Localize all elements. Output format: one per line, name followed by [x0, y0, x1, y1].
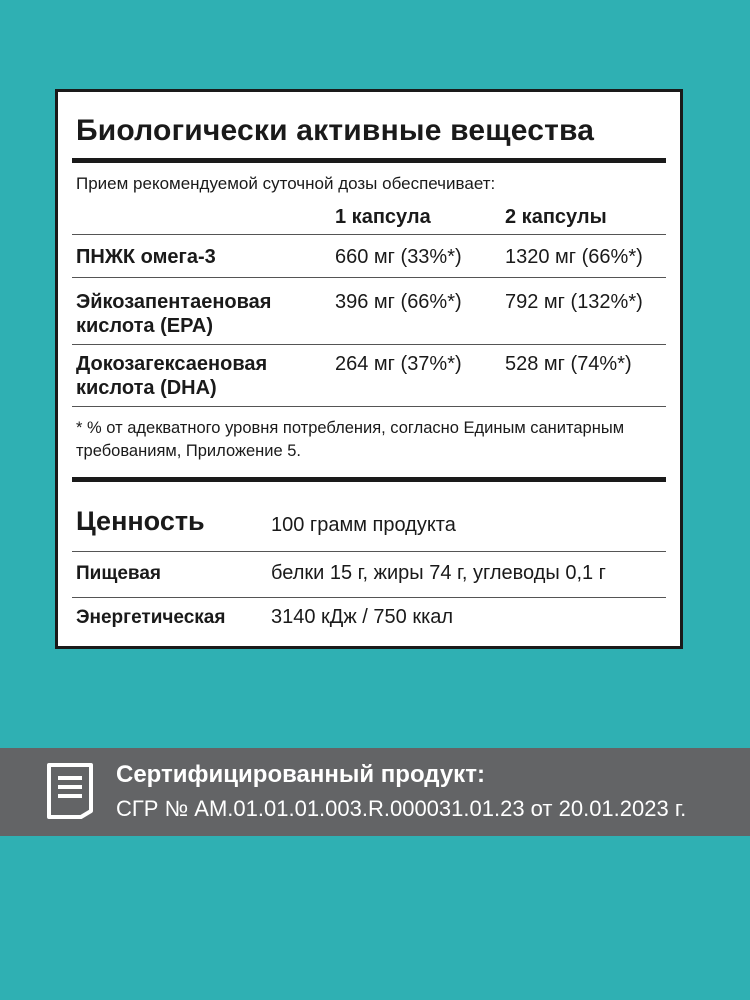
row-label-epa: Эйкозапентаеновая кислота (EPA): [76, 291, 272, 337]
panel-title: Биологически активные вещества: [76, 114, 595, 147]
footnote: * % от адекватного уровня потребления, согласно Единым санитарным требованиям, Приложение 5.: [76, 419, 625, 460]
row-divider: [72, 344, 666, 345]
section-divider: [72, 477, 666, 482]
row-divider: [72, 406, 666, 407]
nutritional-value: белки 15 г, жиры 74 г, углеводы 0,1 г: [271, 562, 606, 584]
energy-label: Энергетическая: [76, 607, 226, 628]
cell-epa-two: 792 мг (132%*): [505, 291, 643, 313]
column-header-one-capsule: 1 капсула: [335, 206, 431, 228]
title-divider: [72, 158, 666, 163]
column-header-two-capsules: 2 капсулы: [505, 206, 607, 228]
value-title: Ценность: [76, 506, 205, 536]
cell-omega3-one: 660 мг (33%*): [335, 246, 462, 268]
certificate-band: [0, 748, 750, 836]
energy-value: 3140 кДж / 750 ккал: [271, 606, 454, 628]
cell-dha-one: 264 мг (37%*): [335, 353, 462, 375]
row-divider: [72, 551, 666, 552]
value-subtitle: 100 грамм продукта: [271, 514, 456, 536]
row-label-omega3: ПНЖК омега-3: [76, 246, 216, 268]
cell-dha-two: 528 мг (74%*): [505, 353, 632, 375]
row-divider: [72, 597, 666, 598]
panel-subtitle: Прием рекомендуемой суточной дозы обеспечивает:: [76, 174, 496, 193]
cell-epa-one: 396 мг (66%*): [335, 291, 462, 313]
certificate-title: Сертифицированный продукт:: [116, 761, 485, 788]
cell-omega3-two: 1320 мг (66%*): [505, 246, 643, 268]
nutritional-label: Пищевая: [76, 563, 162, 584]
certificate-number: СГР № AM.01.01.01.003.R.000031.01.23 от 20.01.2023 г.: [116, 796, 687, 821]
row-divider: [72, 277, 666, 278]
document-icon: [46, 762, 94, 820]
row-divider: [72, 234, 666, 235]
nutrition-panel: [55, 89, 683, 649]
row-label-dha: Докозагексаеновая кислота (DHA): [76, 353, 268, 399]
